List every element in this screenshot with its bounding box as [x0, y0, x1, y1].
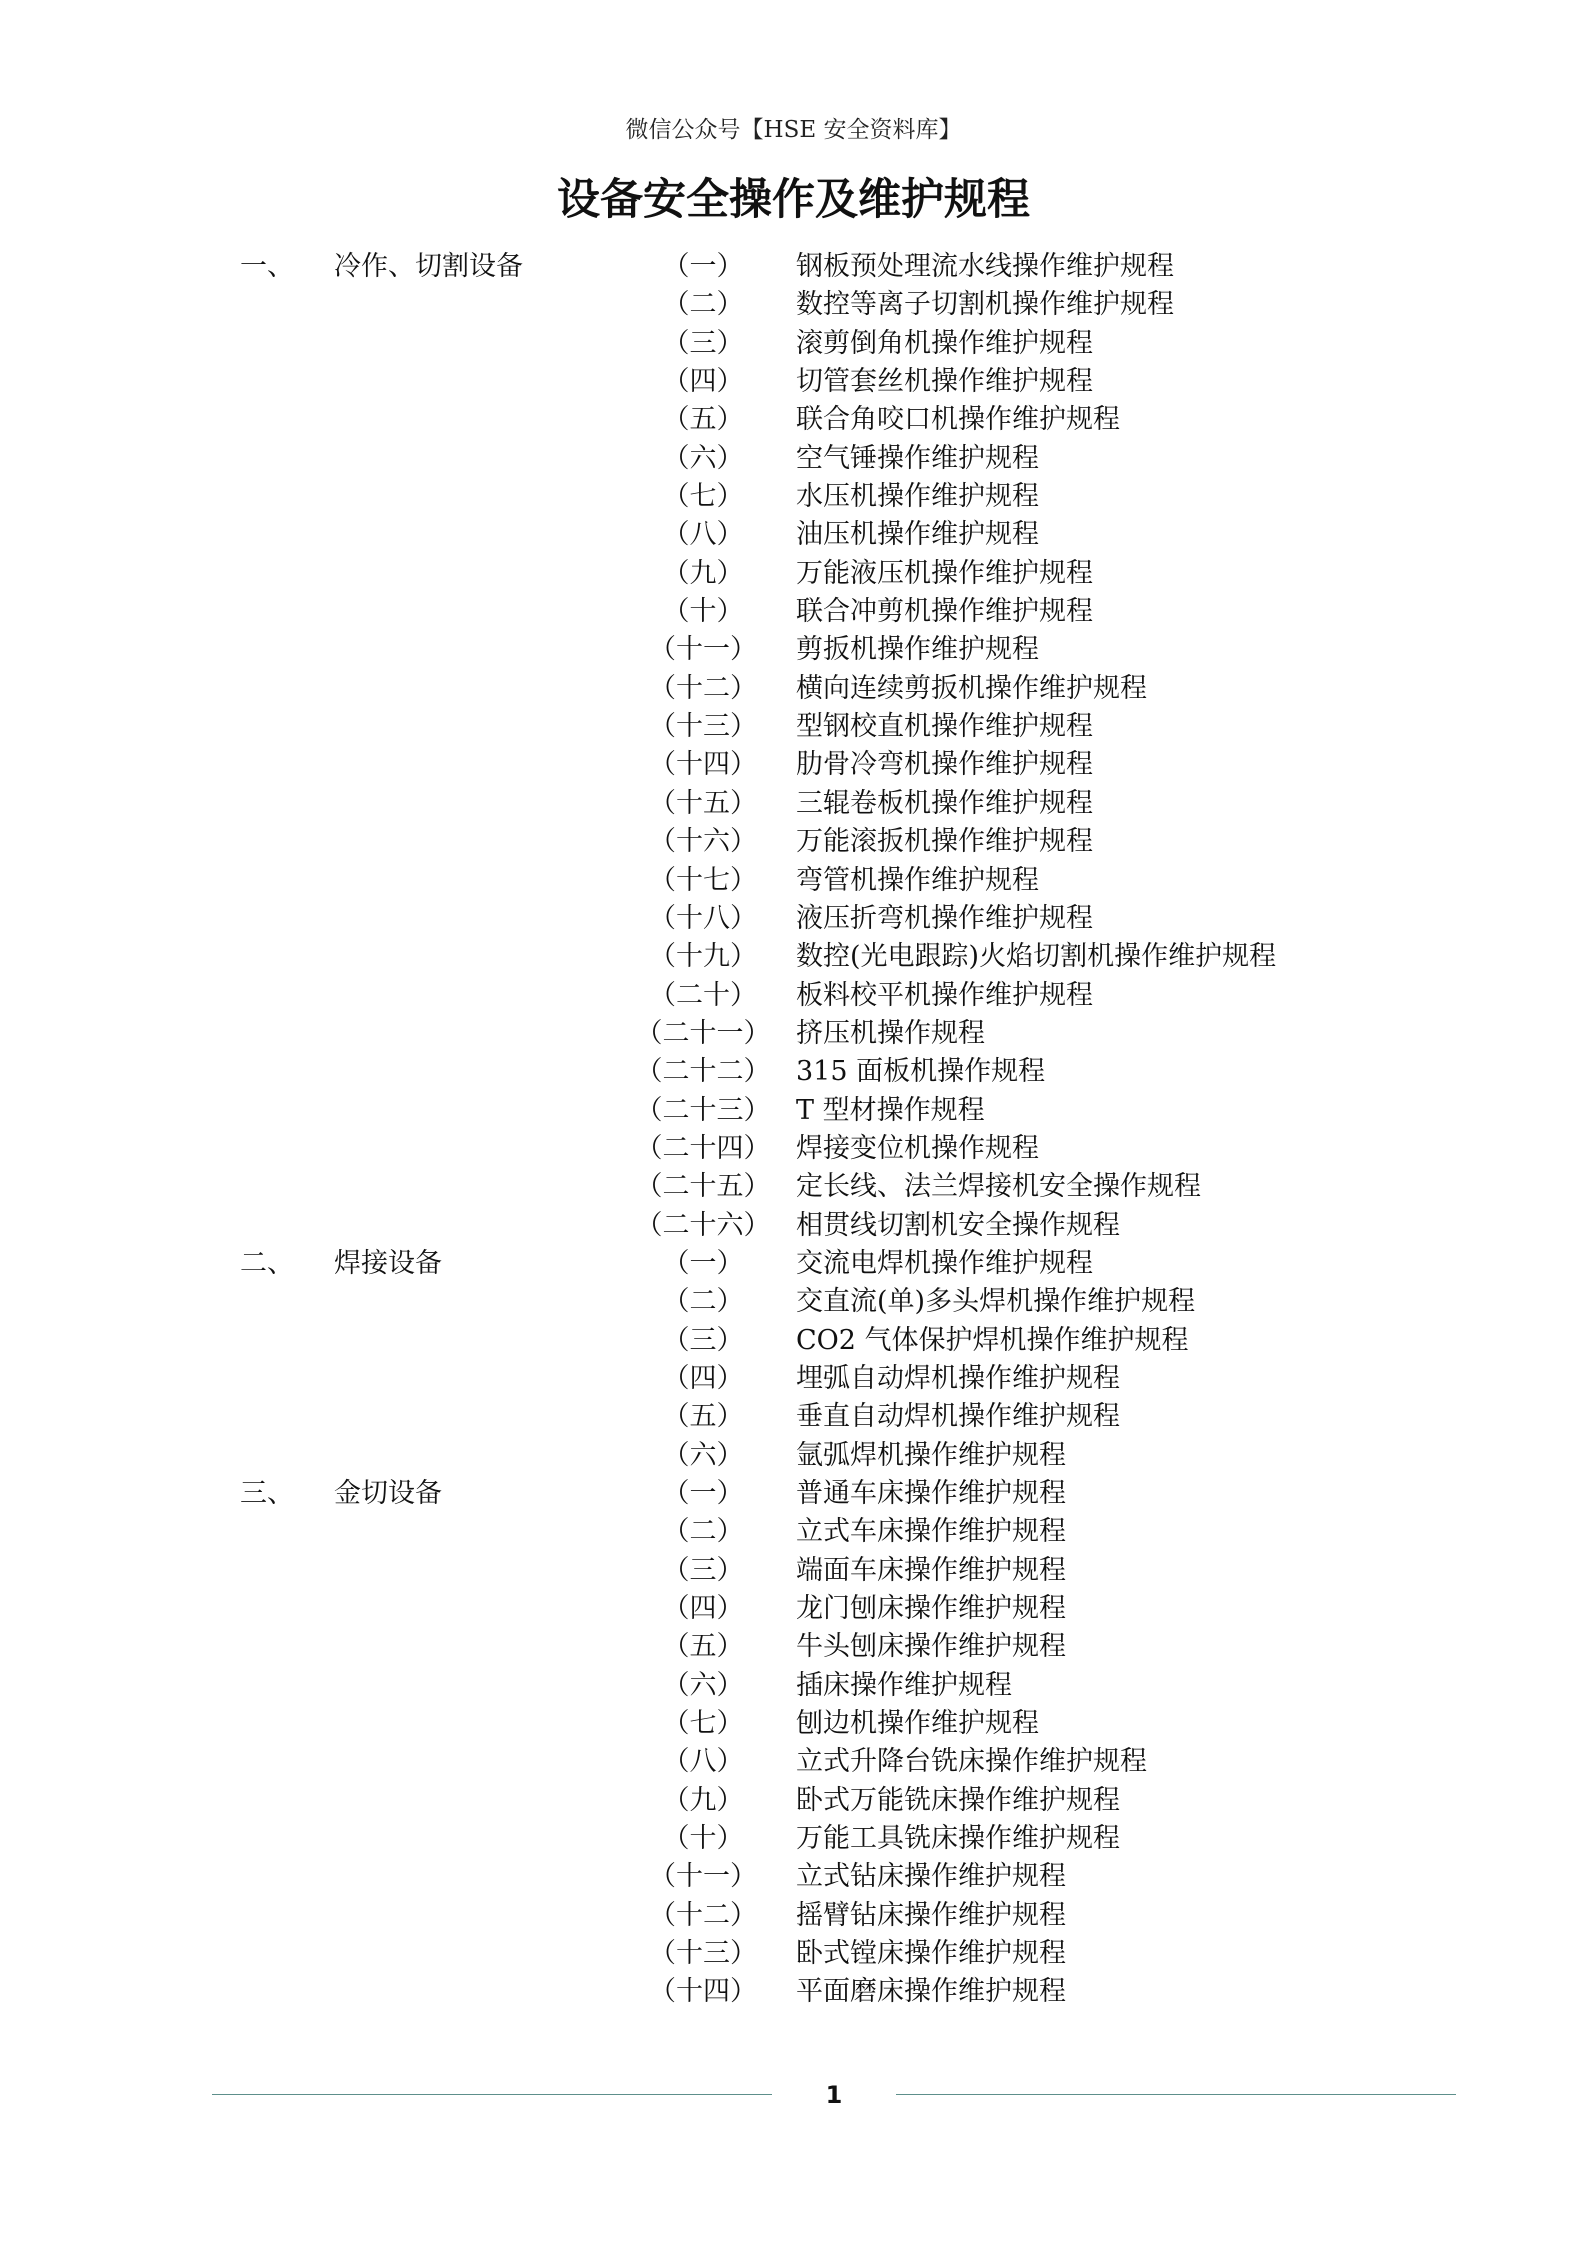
item-number: （十九） [649, 941, 757, 973]
item-number: （二十） [649, 979, 757, 1011]
item-title: 卧式万能铣床操作维护规程 [796, 1784, 1120, 1816]
toc-row [0, 1283, 1587, 1321]
item-number: （十） [662, 596, 744, 628]
item-title: 相贯线切割机安全操作规程 [796, 1209, 1120, 1241]
item-number: （十三） [649, 1938, 757, 1970]
item-number: （九） [662, 1784, 744, 1816]
item-number: （十二） [649, 1899, 757, 1931]
footer-rule-left [212, 2094, 772, 2095]
section-title: 金切设备 [334, 1478, 442, 1509]
item-number: （四） [662, 1593, 744, 1625]
item-title: 氩弧焊机操作维护规程 [796, 1439, 1066, 1471]
item-number: （六） [662, 1669, 744, 1701]
item-number: （十五） [649, 787, 757, 819]
item-number: （十二） [649, 672, 757, 704]
item-number: （三） [662, 327, 744, 359]
toc-row [0, 478, 1587, 516]
item-title: 板料校平机操作维护规程 [796, 979, 1093, 1011]
item-title: 油压机操作维护规程 [796, 519, 1039, 551]
item-title: 水压机操作维护规程 [796, 481, 1039, 513]
toc-row [0, 1398, 1587, 1436]
footer-rule-right [896, 2094, 1456, 2095]
toc-row [0, 1858, 1587, 1896]
toc-row [0, 1360, 1587, 1398]
item-number: （十七） [649, 864, 757, 896]
item-number: （五） [662, 1631, 744, 1663]
toc-row [0, 1897, 1587, 1935]
section-number: 三、 [240, 1478, 294, 1509]
item-number: （五） [662, 404, 744, 436]
item-number: （一） [662, 1247, 744, 1279]
section-number: 二、 [240, 1247, 294, 1279]
item-number: （六） [662, 442, 744, 474]
item-number: （一） [662, 1478, 744, 1509]
toc-row [0, 938, 1587, 976]
toc-row [0, 670, 1587, 708]
toc-row [0, 1322, 1587, 1360]
toc-row [0, 1628, 1587, 1666]
item-title: 卧式镗床操作维护规程 [796, 1938, 1066, 1970]
item-title: 立式车床操作维护规程 [796, 1516, 1066, 1548]
item-title: 普通车床操作维护规程 [796, 1478, 1066, 1509]
item-title: 平面磨床操作维护规程 [796, 1976, 1066, 2008]
item-number: （九） [662, 557, 744, 589]
table-of-contents [0, 248, 1587, 2012]
item-number: （八） [662, 1746, 744, 1778]
item-title: 滚剪倒角机操作维护规程 [796, 327, 1093, 359]
page-number: 1 [825, 2081, 843, 2109]
item-number: （七） [662, 481, 744, 513]
item-number: （五） [662, 1401, 744, 1433]
toc-row [0, 1667, 1587, 1705]
item-title: 牛头刨床操作维护规程 [796, 1631, 1066, 1663]
item-number: （二） [662, 1516, 744, 1548]
toc-row [0, 286, 1587, 324]
item-title: 焊接变位机操作规程 [796, 1132, 1039, 1164]
item-title: 钢板预处理流水线操作维护规程 [796, 251, 1174, 282]
toc-row [0, 1705, 1587, 1743]
item-title: 联合冲剪机操作维护规程 [796, 596, 1093, 628]
item-number: （二十五） [635, 1171, 771, 1203]
toc-row [0, 516, 1587, 554]
toc-row [0, 1513, 1587, 1551]
toc-row [0, 862, 1587, 900]
item-title: 液压折弯机操作维护规程 [796, 902, 1093, 934]
toc-row [0, 363, 1587, 401]
item-title: 定长线、法兰焊接机安全操作规程 [796, 1171, 1201, 1203]
toc-row [0, 977, 1587, 1015]
item-title: 肋骨冷弯机操作维护规程 [796, 749, 1093, 781]
item-number: （三） [662, 1324, 744, 1356]
item-title: 数控(光电跟踪)火焰切割机操作维护规程 [796, 941, 1277, 973]
toc-row [0, 823, 1587, 861]
toc-row [0, 1245, 1587, 1283]
toc-row [0, 325, 1587, 363]
item-title: 垂直自动焊机操作维护规程 [796, 1401, 1120, 1433]
item-number: （十六） [649, 826, 757, 858]
toc-row [0, 1590, 1587, 1628]
item-number: （二） [662, 1286, 744, 1318]
toc-row [0, 1820, 1587, 1858]
toc-row [0, 1168, 1587, 1206]
item-title: 横向连续剪扳机操作维护规程 [796, 672, 1147, 704]
item-number: （十四） [649, 1976, 757, 2008]
item-title: T 型材操作规程 [796, 1094, 985, 1126]
item-number: （十八） [649, 902, 757, 934]
item-title: 315 面板机操作规程 [796, 1056, 1046, 1088]
item-title: 万能工具铣床操作维护规程 [796, 1823, 1120, 1855]
item-title: 端面车床操作维护规程 [796, 1554, 1066, 1586]
item-title: 联合角咬口机操作维护规程 [796, 404, 1120, 436]
item-title: 万能滚扳机操作维护规程 [796, 826, 1093, 858]
item-title: 弯管机操作维护规程 [796, 864, 1039, 896]
item-title: 空气锤操作维护规程 [796, 442, 1039, 474]
toc-row [0, 1743, 1587, 1781]
item-number: （二十四） [635, 1132, 771, 1164]
toc-row [0, 440, 1587, 478]
toc-row [0, 746, 1587, 784]
item-title: 数控等离子切割机操作维护规程 [796, 289, 1174, 321]
item-title: 摇臂钻床操作维护规程 [796, 1899, 1066, 1931]
item-number: （二） [662, 289, 744, 321]
toc-row [0, 593, 1587, 631]
item-number: （四） [662, 1362, 744, 1394]
toc-row [0, 1935, 1587, 1973]
toc-row [0, 900, 1587, 938]
item-number: （十四） [649, 749, 757, 781]
item-title: 立式升降台铣床操作维护规程 [796, 1746, 1147, 1778]
item-title: 龙门刨床操作维护规程 [796, 1593, 1066, 1625]
toc-row [0, 1053, 1587, 1091]
toc-row [0, 1015, 1587, 1053]
toc-row [0, 1092, 1587, 1130]
item-number: （三） [662, 1554, 744, 1586]
item-number: （八） [662, 519, 744, 551]
section-number: 一、 [240, 251, 294, 282]
item-title: 型钢校直机操作维护规程 [796, 711, 1093, 743]
toc-row [0, 1475, 1587, 1513]
document-title: 设备安全操作及维护规程 [557, 175, 1030, 225]
item-number: （二十一） [635, 1017, 771, 1049]
toc-row [0, 631, 1587, 669]
toc-row [0, 1437, 1587, 1475]
item-title: 插床操作维护规程 [796, 1669, 1012, 1701]
item-number: （七） [662, 1708, 744, 1740]
toc-row [0, 1973, 1587, 2011]
toc-row [0, 1782, 1587, 1820]
toc-row [0, 248, 1587, 286]
item-number: （二十六） [635, 1209, 771, 1241]
item-number: （十一） [649, 634, 757, 666]
toc-row [0, 1130, 1587, 1168]
section-title: 焊接设备 [334, 1247, 442, 1279]
item-number: （十） [662, 1823, 744, 1855]
item-number: （十三） [649, 711, 757, 743]
item-title: 埋弧自动焊机操作维护规程 [796, 1362, 1120, 1394]
item-number: （一） [662, 251, 744, 282]
toc-row [0, 1552, 1587, 1590]
item-title: 挤压机操作规程 [796, 1017, 985, 1049]
toc-row [0, 401, 1587, 439]
item-title: 剪扳机操作维护规程 [796, 634, 1039, 666]
item-number: （二十三） [635, 1094, 771, 1126]
item-title: 交流电焊机操作维护规程 [796, 1247, 1093, 1279]
item-title: 交直流(单)多头焊机操作维护规程 [796, 1286, 1196, 1318]
toc-row [0, 1207, 1587, 1245]
header-note: 微信公众号【HSE 安全资料库】 [625, 117, 962, 143]
toc-row [0, 555, 1587, 593]
item-number: （十一） [649, 1861, 757, 1893]
item-title: 切管套丝机操作维护规程 [796, 366, 1093, 398]
item-number: （二十二） [635, 1056, 771, 1088]
item-number: （六） [662, 1439, 744, 1471]
item-title: 三辊卷板机操作维护规程 [796, 787, 1093, 819]
section-title: 冷作、切割设备 [334, 251, 523, 282]
toc-row [0, 708, 1587, 746]
item-number: （四） [662, 366, 744, 398]
toc-row [0, 785, 1587, 823]
item-title: 万能液压机操作维护规程 [796, 557, 1093, 589]
item-title: 立式钻床操作维护规程 [796, 1861, 1066, 1893]
item-title: CO2 气体保护焊机操作维护规程 [796, 1324, 1189, 1356]
item-title: 刨边机操作维护规程 [796, 1708, 1039, 1740]
